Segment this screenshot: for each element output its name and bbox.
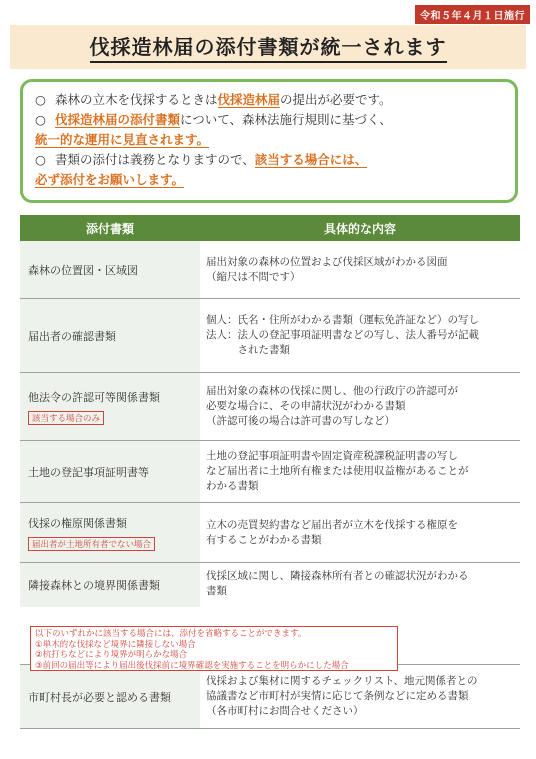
document-name: 隣接森林との境界関係書類	[20, 563, 200, 607]
notice-item-2	[35, 110, 503, 130]
table-row	[20, 503, 520, 563]
document-name: 伐採の権原関係書類 届出者が土地所有者でない場合	[20, 503, 200, 562]
bullet-circle-icon: ○	[35, 152, 46, 167]
notice-highlight: 伐採造林届	[217, 92, 281, 107]
effective-date-badge: 令和５年４月１日施行	[415, 5, 530, 24]
bullet-circle-icon: ○	[35, 92, 46, 107]
document-name: 届出者の確認書類	[20, 299, 200, 372]
notice-highlight: 必ず添付をお願いします。	[35, 172, 185, 187]
notice-highlight: 統一的な運用に見直されます。	[35, 132, 210, 147]
notice-box	[20, 79, 518, 203]
document-description: 個人：氏名・住所がわかる書類（運転免許証など）の写し 法人：法人の登記事項証明書などの写し、法人番号が記載 された書類	[206, 314, 479, 356]
document-name: 土地の登記事項証明書等	[20, 441, 200, 502]
notice-highlight: 伐採造林届の添付書類	[55, 112, 181, 127]
document-name: 森林の位置図・区域図	[20, 241, 200, 298]
notice-text: について、森林法施行規則に基づく、	[180, 112, 392, 127]
exception-note: 以下のいずれかに該当する場合には、添付を省略することができます。 ①単木的な伐採など境界に隣接しない場合 ②杭打ちなどにより境界が明らかな場合 ③前回の届出等により届出後伐採前に境界確認を実施することを明らかにした場合	[30, 626, 398, 671]
document-description: 届出対象の森林の位置および伐採区域がわかる図面 （縮尺は不問です）	[206, 255, 448, 283]
document-name: 市町村長が必要と認める書類	[20, 665, 200, 728]
bullet-circle-icon: ○	[35, 112, 46, 127]
condition-tag: 届出者が土地所有者でない場合	[28, 537, 155, 551]
table-row	[20, 665, 520, 729]
table-row	[20, 299, 520, 373]
table-row	[20, 373, 520, 441]
table-row	[20, 241, 520, 299]
notice-text: の提出が必要です。	[280, 92, 392, 107]
column-header-details: 具体的な内容	[323, 221, 396, 236]
title-banner	[10, 25, 526, 69]
document-description: 立木の売買契約書など届出者が立木を伐採する権原を 有することがわかる書類	[206, 518, 458, 546]
document-description: 伐採区域に関し、隣接森林所有者との確認状況がわかる 書類	[206, 570, 469, 597]
notice-item-2-line2	[35, 130, 503, 150]
notice-item-3-line2	[35, 170, 503, 190]
condition-tag: 該当する場合のみ	[28, 411, 104, 425]
document-description: 伐採および集材に関するチェックリスト、地元関係者との 協議書など市町村が実情に応じて条例などに定める書類 （各市町村にお問合せください）	[206, 675, 478, 717]
notice-highlight: 該当する場合には、	[254, 152, 368, 167]
table-row	[20, 441, 520, 503]
page-title: 伐採造林届の添付書類が統一されます	[90, 31, 447, 63]
table-header	[20, 215, 520, 241]
notice-text: 書類の添付は義務となりますので、	[55, 152, 255, 167]
notice-item-1	[35, 90, 503, 110]
document-description: 届出対象の森林の伐採に関し、他の行政庁の許認可が 必要な場合に、その申請状況がわかる書類 （許認可後の場合は許可書の写しなど）	[206, 385, 458, 427]
notice-text: 森林の立木を伐採するときは	[55, 92, 218, 107]
document-name: 他法令の許認可等関係書類 該当する場合のみ	[20, 373, 200, 440]
column-header-documents: 添付書類	[85, 221, 134, 236]
document-description: 土地の登記事項証明書や固定資産税課税証明書の写し など届出者に土地所有権または使用収益権があることが わかる書類	[206, 450, 469, 492]
notice-item-3	[35, 150, 503, 170]
